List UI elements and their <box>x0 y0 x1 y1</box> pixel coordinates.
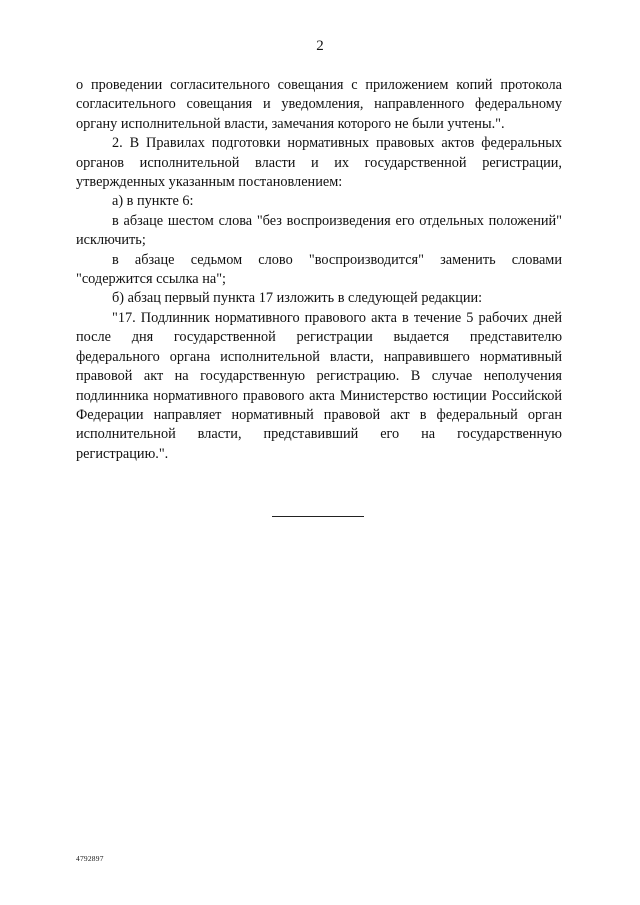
end-separator-line <box>272 516 364 517</box>
paragraph-continuation: о проведении согласительного совещания с приложением копий протокола согласительного совещания и уведомления, направленного федеральному органу исполнительной власти, замечания которого не были учтены.". <box>76 77 562 132</box>
document-body <box>76 76 562 464</box>
paragraph-abzac-7: в абзаце седьмом слово "воспроизводится" заменить словами "содержится ссылка на"; <box>76 251 562 288</box>
paragraph-item-2: 2. В Правилах подготовки нормативных правовых актов федеральных органов исполнительной власти и их государственной регистрации, утвержденных указанным постановлением: <box>76 135 562 191</box>
paragraph-abzac-6: в абзаце шестом слова "без воспроизведения его отдельных положений" исключить; <box>76 212 562 249</box>
document-code: 4792897 <box>76 854 104 863</box>
page-number: 2 <box>316 38 324 54</box>
paragraph-subitem-a: а) в пункте 6: <box>112 193 194 210</box>
paragraph-point-17: "17. Подлинник нормативного правового акта в течение 5 рабочих дней после дня государственной регистрации выдается представителю федерального органа исполнительной власти, направившего нормативный правовой акт на государственную регистрацию. В случае неполучения подлинника нормативного правового акта Министерство юстиции Российской Федерации направляет нормативный правовой акт в федеральный орган исполнительной власти, представивший его на государственную регистрацию.". <box>76 309 562 462</box>
paragraph-subitem-b: б) абзац первый пункта 17 изложить в следующей редакции: <box>112 290 483 307</box>
